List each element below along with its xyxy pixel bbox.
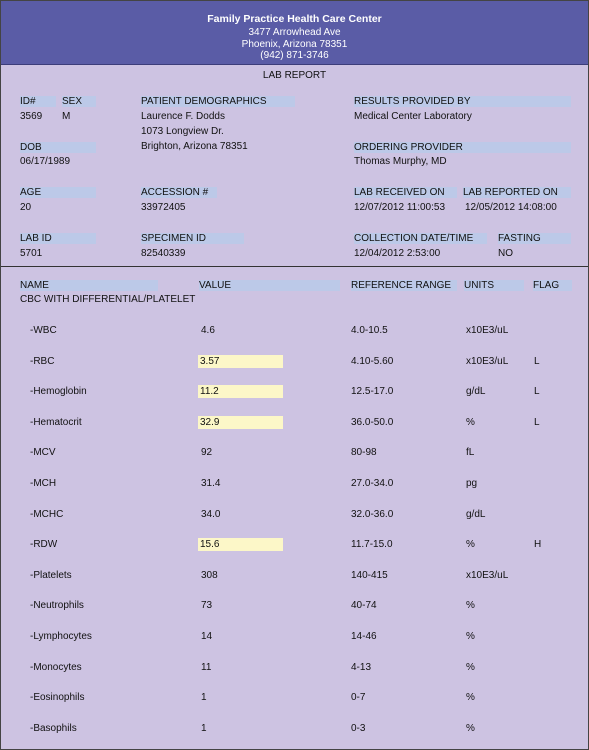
- result-reference-range: 0-3: [351, 723, 366, 734]
- result-flag: L: [534, 386, 540, 397]
- result-reference-range: 80-98: [351, 447, 377, 458]
- column-header-units: UNITS: [464, 280, 524, 291]
- age-label: AGE: [20, 187, 96, 198]
- result-value-abnormal: 32.9: [198, 416, 283, 429]
- result-name: -MCH: [30, 478, 57, 489]
- result-name: -Lymphocytes: [30, 631, 92, 642]
- lab-id-value: 5701: [20, 248, 43, 259]
- result-reference-range: 11.7-15.0: [351, 539, 393, 550]
- result-value: 308: [201, 570, 218, 581]
- result-flag: H: [534, 539, 542, 550]
- section-divider: [1, 266, 588, 267]
- result-flag: L: [534, 356, 540, 367]
- result-reference-range: 4.10-5.60: [351, 356, 394, 367]
- clinic-address-city: Phoenix, Arizona 78351: [241, 39, 348, 50]
- column-header-reference-range: REFERENCE RANGE: [351, 280, 457, 291]
- ordering-provider-label: ORDERING PROVIDER: [354, 142, 571, 153]
- result-units: x10E3/uL: [466, 325, 509, 336]
- dob-label: DOB: [20, 142, 96, 153]
- result-name: -MCHC: [30, 509, 64, 520]
- column-header-name: NAME: [20, 280, 158, 291]
- result-reference-range: 12.5-17.0: [351, 386, 394, 397]
- result-value: 1: [201, 723, 207, 734]
- lab-reported-label: LAB REPORTED ON: [463, 187, 571, 198]
- result-value-abnormal: 15.6: [198, 538, 283, 551]
- result-reference-range: 40-74: [351, 600, 377, 611]
- dob-value: 06/17/1989: [20, 156, 71, 167]
- result-name: -RBC: [30, 356, 55, 367]
- result-name: -Basophils: [30, 723, 77, 734]
- result-value: 34.0: [201, 509, 221, 520]
- result-reference-range: 4-13: [351, 662, 372, 673]
- table-row: [1, 416, 588, 430]
- panel-name: CBC WITH DIFFERENTIAL/PLATELET: [20, 294, 196, 305]
- lab-reported-value: 12/05/2012 14:08:00: [465, 202, 557, 213]
- table-row: [1, 355, 588, 369]
- result-name: -Neutrophils: [30, 600, 84, 611]
- result-units: %: [466, 600, 475, 611]
- result-units: g/dL: [466, 509, 486, 520]
- id-label: ID#: [20, 96, 56, 107]
- result-name: -Platelets: [30, 570, 72, 581]
- result-value: 73: [201, 600, 213, 611]
- result-value: 1: [201, 692, 207, 703]
- result-units: %: [466, 723, 475, 734]
- result-value: 31.4: [201, 478, 221, 489]
- result-reference-range: 0-7: [351, 692, 366, 703]
- result-units: %: [466, 417, 475, 428]
- result-name: -Hematocrit: [30, 417, 82, 428]
- result-reference-range: 4.0-10.5: [351, 325, 388, 336]
- ordering-provider-value: Thomas Murphy, MD: [354, 156, 447, 167]
- result-name: -WBC: [30, 325, 57, 336]
- accession-label: ACCESSION #: [141, 187, 217, 198]
- lab-id-label: LAB ID: [20, 233, 96, 244]
- table-row: [1, 477, 588, 491]
- specimen-id-label: SPECIMEN ID: [141, 233, 244, 244]
- result-units: %: [466, 692, 475, 703]
- result-units: pg: [466, 478, 478, 489]
- sex-value: M: [62, 111, 71, 122]
- result-units: x10E3/uL: [466, 356, 509, 367]
- result-reference-range: 36.0-50.0: [351, 417, 394, 428]
- result-flag: L: [534, 417, 540, 428]
- result-value-abnormal: 11.2: [198, 385, 283, 398]
- results-provided-label: RESULTS PROVIDED BY: [354, 96, 571, 107]
- table-row: [1, 538, 588, 552]
- collection-datetime-value: 12/04/2012 2:53:00: [354, 248, 441, 259]
- patient-demographics-label: PATIENT DEMOGRAPHICS: [141, 96, 295, 107]
- report-title: LAB REPORT: [262, 70, 327, 81]
- result-units: %: [466, 631, 475, 642]
- specimen-id-value: 82540339: [141, 248, 186, 259]
- results-provided-value: Medical Center Laboratory: [354, 111, 472, 122]
- result-value-abnormal: 3.57: [198, 355, 283, 368]
- result-name: -Hemoglobin: [30, 386, 87, 397]
- id-value: 3569: [20, 111, 43, 122]
- table-row: [1, 569, 588, 583]
- table-row: [1, 691, 588, 705]
- result-units: x10E3/uL: [466, 570, 509, 581]
- fasting-value: NO: [498, 248, 513, 259]
- column-header-value: VALUE: [199, 280, 340, 291]
- table-row: [1, 324, 588, 338]
- result-value: 11: [201, 662, 212, 673]
- result-units: %: [466, 539, 475, 550]
- table-row: [1, 722, 588, 736]
- patient-city: Brighton, Arizona 78351: [141, 141, 248, 152]
- fasting-label: FASTING: [498, 233, 571, 244]
- result-reference-range: 32.0-36.0: [351, 509, 394, 520]
- table-row: [1, 385, 588, 399]
- accession-value: 33972405: [141, 202, 186, 213]
- table-row: [1, 508, 588, 522]
- table-row: [1, 446, 588, 460]
- result-value: 14: [201, 631, 213, 642]
- column-header-flag: FLAG: [533, 280, 572, 291]
- result-reference-range: 27.0-34.0: [351, 478, 394, 489]
- lab-received-label: LAB RECEIVED ON: [354, 187, 457, 198]
- table-row: [1, 661, 588, 675]
- result-units: fL: [466, 447, 475, 458]
- patient-name: Laurence F. Dodds: [141, 111, 225, 122]
- clinic-name: Family Practice Health Care Center: [207, 13, 382, 25]
- clinic-header: [1, 1, 588, 65]
- clinic-phone: (942) 871-3746: [260, 50, 329, 61]
- age-value: 20: [20, 202, 32, 213]
- result-reference-range: 14-46: [351, 631, 377, 642]
- table-row: [1, 599, 588, 613]
- result-reference-range: 140-415: [351, 570, 388, 581]
- lab-received-value: 12/07/2012 11:00:53: [354, 202, 446, 213]
- result-value: 92: [201, 447, 213, 458]
- sex-label: SEX: [62, 96, 96, 107]
- result-name: -Monocytes: [30, 662, 82, 673]
- result-name: -RDW: [30, 539, 58, 550]
- patient-street: 1073 Longview Dr.: [141, 126, 224, 137]
- result-name: -Eosinophils: [30, 692, 85, 703]
- table-row: [1, 630, 588, 644]
- result-units: g/dL: [466, 386, 486, 397]
- result-value: 4.6: [201, 325, 215, 336]
- clinic-address-street: 3477 Arrowhead Ave: [248, 27, 341, 38]
- result-name: -MCV: [30, 447, 56, 458]
- result-units: %: [466, 662, 475, 673]
- collection-datetime-label: COLLECTION DATE/TIME: [354, 233, 487, 244]
